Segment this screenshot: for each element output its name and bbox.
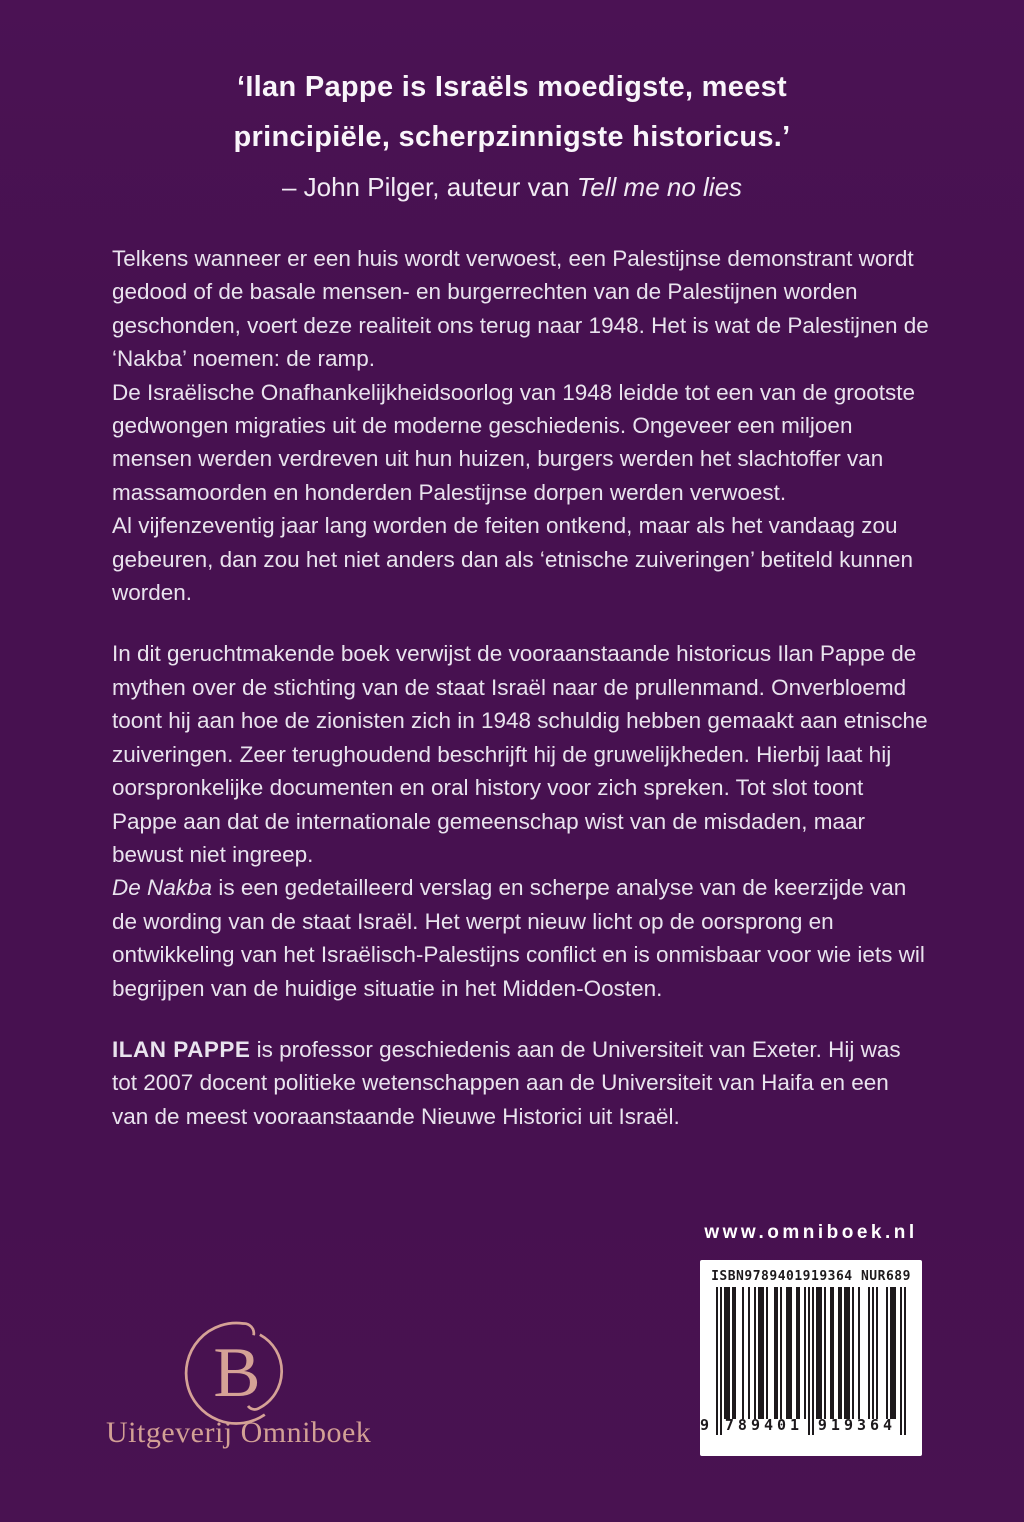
endorsement-quote [0, 62, 1024, 208]
synopsis-paragraph-nakba [112, 871, 930, 1005]
barcode-digit-group: 789401 [724, 1416, 804, 1434]
quote-line-2: principiële, scherpzinnigste historicus.’ [233, 121, 791, 153]
barcode-digit-group: 9 [700, 1416, 710, 1434]
synopsis-paragraph-text: is een gedetailleerd verslag en scherpe analyse van de keerzijde van de wording van de staat Israël. Het werpt nieuw licht op de oorsprong en ontwikkeling van het Israëlisch-Palestijns conflict en is onmisbaar voor wie iets wil begrijpen van de huidige situatie in het Midden-Oosten. [112, 875, 925, 1001]
publisher-name: Uitgeverij Omniboek [106, 1416, 372, 1449]
book-title-mention: De Nakba [112, 875, 213, 901]
synopsis-paragraph: Al vijfenzeventig jaar lang worden de feiten ontkend, maar als het vandaag zou gebeuren, dan zou het niet anders dan als ‘etnische zuiveringen’ betiteld kunnen worden. [112, 513, 913, 606]
synopsis-paragraph: De Israëlische Onafhankelijkheidsoorlog van 1948 leidde tot een van de grootste gedwongen migraties uit de moderne geschiedenis. Ongeveer een miljoen mensen werden verdreven uit hun huizen, burgers werden het slachtoffer van massamoorden en honderden Palestijnse dorpen werden verwoest. [112, 379, 916, 505]
quote-book-title: Tell me no lies [576, 172, 743, 202]
synopsis-paragraph: Telkens wanneer er een huis wordt verwoest, een Palestijnse demonstrant wordt gedood of de basale mensen- en burgerrechten van de Palestijnen worden geschonden, voert deze realiteit ons terug naar 1948. Het is wat de Palestijnen de ‘Nakba’ noemen: de ramp. [112, 246, 929, 372]
isbn-barcode [700, 1260, 922, 1456]
synopsis-text [112, 242, 930, 1133]
ean-barcode [700, 1287, 906, 1435]
quote-attribution [0, 166, 1024, 208]
publisher-website: www.omniboek.nl [704, 1222, 918, 1243]
barcode-bars-icon [716, 1287, 906, 1435]
isbn-nur-label: ISBN9789401919364 NUR689 [711, 1269, 911, 1284]
quote-line-1: ‘Ilan Pappe is Israëls moedigste, meest [236, 71, 788, 103]
author-bio-text: is professor geschiedenis aan de Universiteit van Exeter. Hij was tot 2007 docent politieke wetenschappen aan de Universiteit van Haifa en een van de meest vooraanstaande Nieuwe Historici uit Israël. [112, 1036, 901, 1129]
barcode-digit-group: 919364 [817, 1416, 897, 1434]
quote-attribution-name: – John Pilger, auteur van [281, 172, 577, 202]
logo-letter-b: B [213, 1334, 261, 1413]
omniboek-logo-icon [178, 1308, 302, 1432]
synopsis-paragraph: In dit geruchtmakende boek verwijst de vooraanstaande historicus Ilan Pappe de mythen over de stichting van de staat Israël naar de prullenmand. Onverbloemd toont hij aan hoe de zionisten zich in 1948 schuldig hebben gemaakt aan etnische zuiveringen. Zeer terughoudend beschrijft hij de gruwelijkheden. Hierbij laat hij oorspronkelijke documenten en oral history voor zich spreken. Tot slot toont Pappe aan dat de internationale gemeenschap wist van de misdaden, maar bewust niet ingreep. [112, 641, 928, 867]
author-bio [112, 1033, 930, 1133]
author-name: ILAN PAPPE [112, 1036, 251, 1062]
